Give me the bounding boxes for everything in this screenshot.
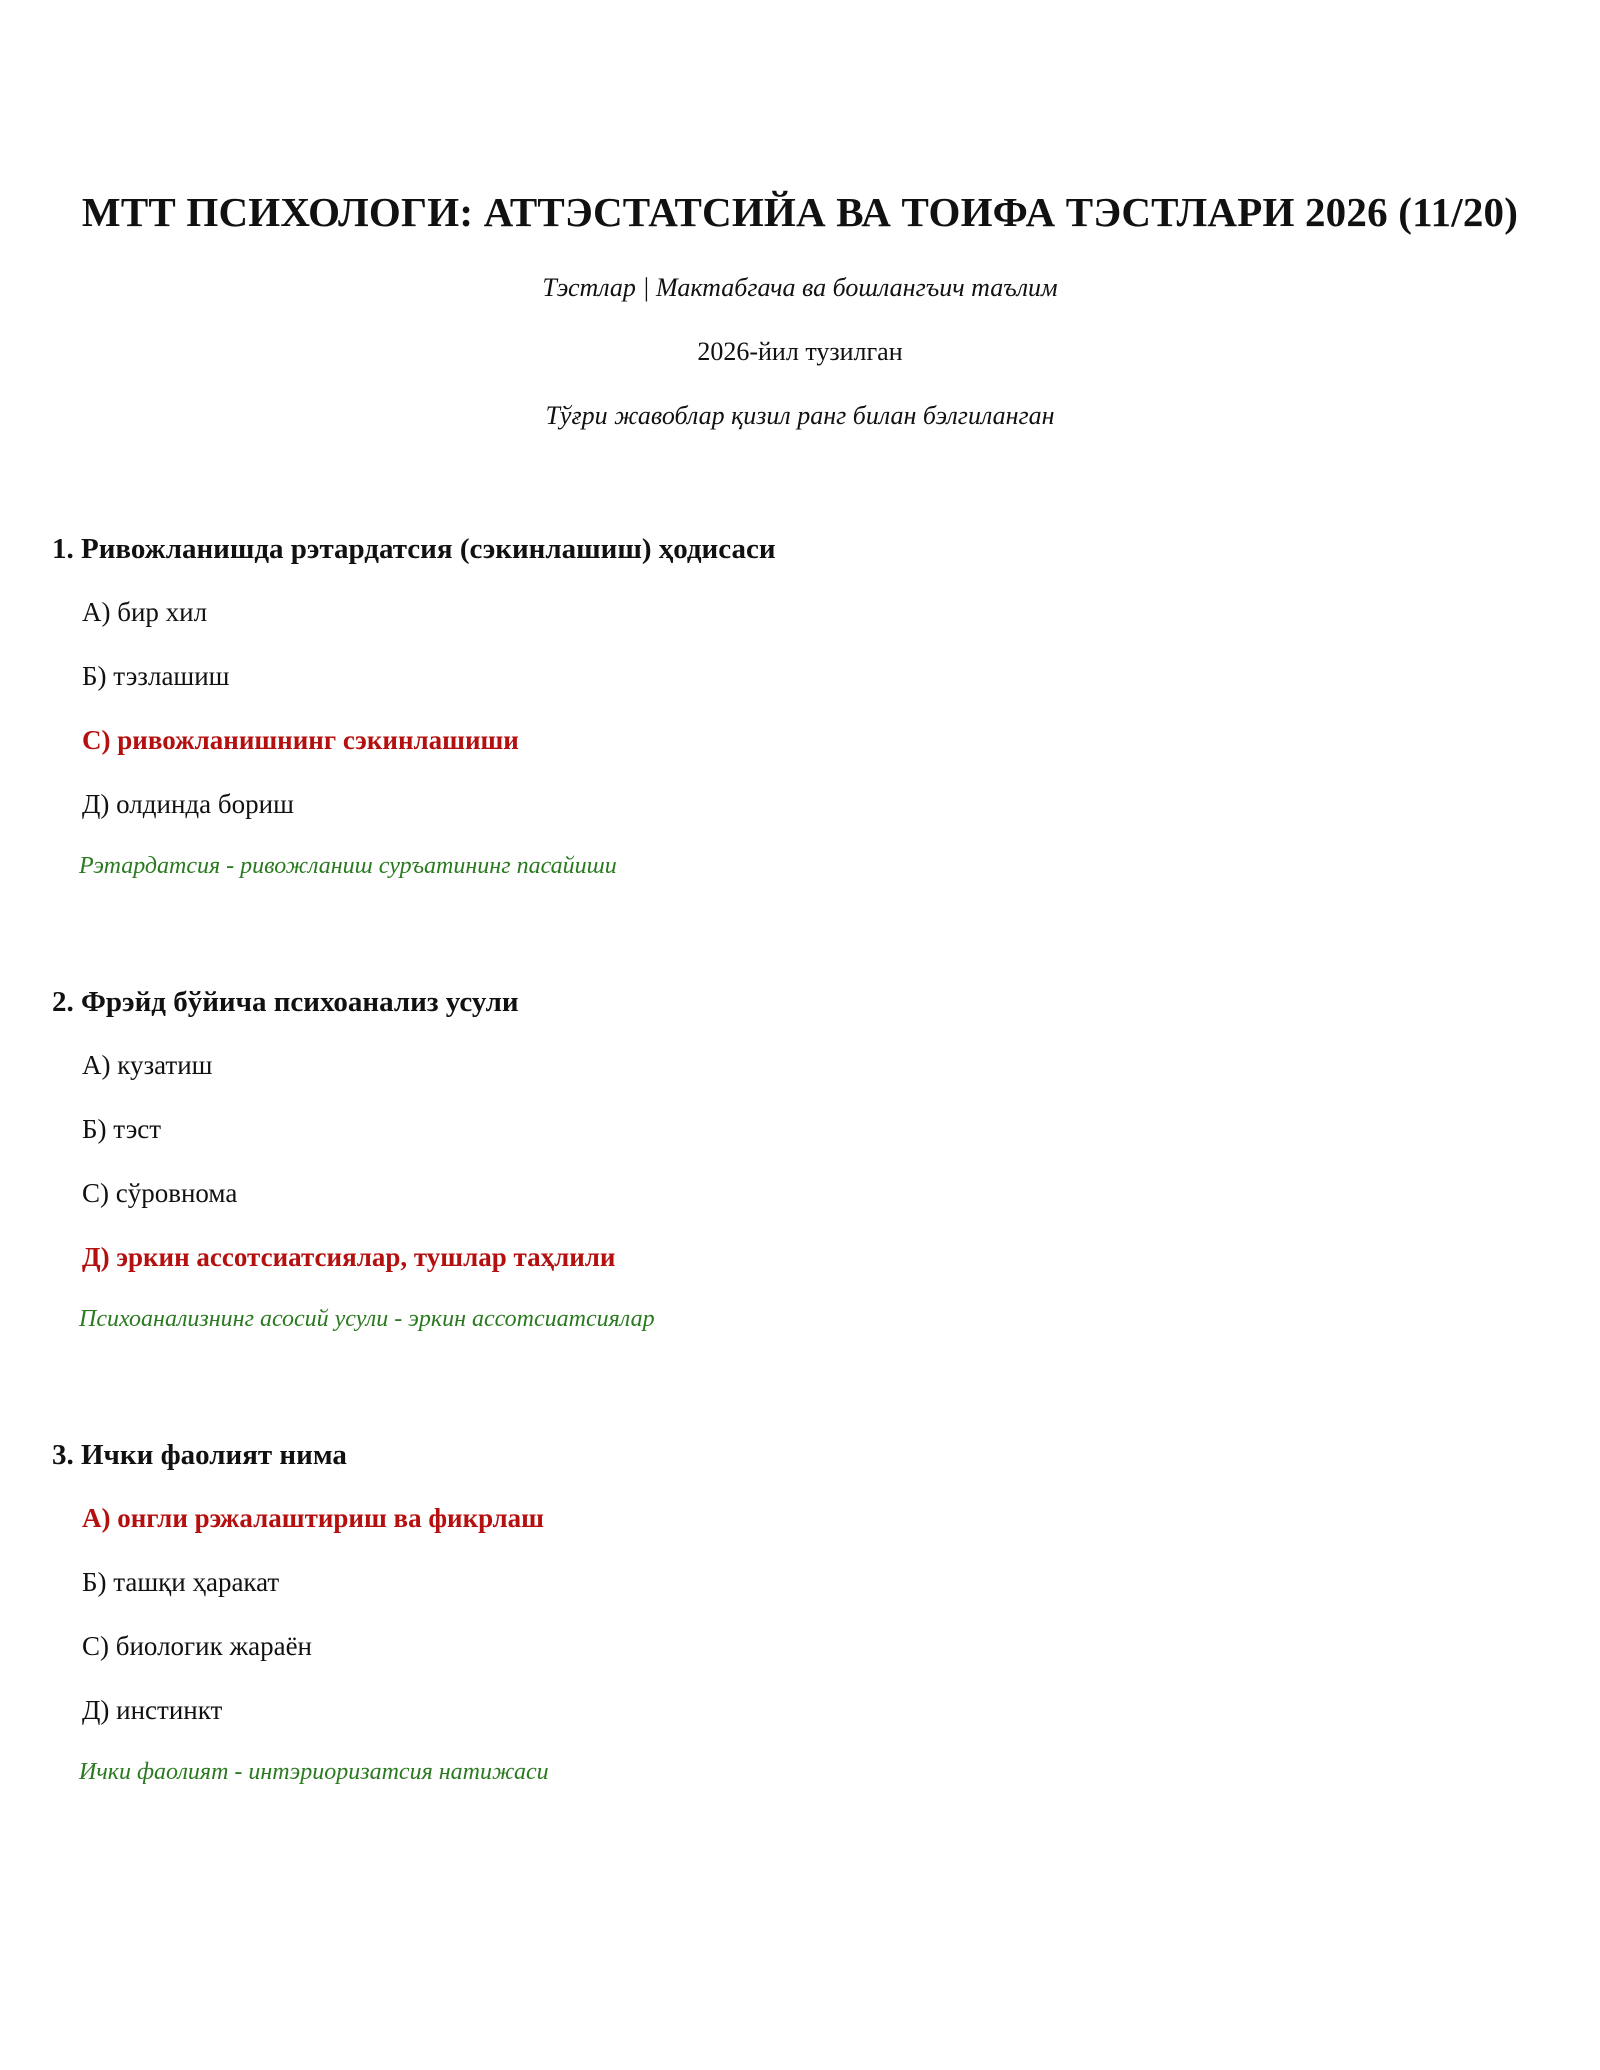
answer-option: С) сўровнома xyxy=(82,1178,238,1208)
answer-option: А) бир хил xyxy=(82,597,208,627)
answer-key-note: Тўғри жавоблар қизил ранг билан бэлгиланган xyxy=(545,401,1055,430)
answer-option: Б) тэст xyxy=(82,1114,162,1144)
document-title: МТТ ПСИХОЛОГИ: АТТЭСТАТСИЙА ВА ТОИФА ТЭСТЛАРИ 2026 (11/20) xyxy=(81,189,1519,235)
question-block xyxy=(52,528,1552,884)
question-title: 1. Ривожланишда рэтардатсия (сэкинлашиш) ҳодисаси xyxy=(52,533,776,565)
question-title: 3. Ички фаолият нима xyxy=(52,1439,347,1471)
answer-option: Б) ташқи ҳаракат xyxy=(82,1567,280,1597)
document-year-line: 2026-йил тузилган xyxy=(697,337,903,366)
answer-option: А) кузатиш xyxy=(82,1050,213,1080)
document-subtitle: Тэстлар | Мактабгача ва бошлангъич таълим xyxy=(542,273,1058,302)
answer-option: Д) инстинкт xyxy=(82,1695,223,1725)
correct-answer-option: С) ривожланишнинг сэкинлашиши xyxy=(82,725,519,755)
correct-answer-option: Д) эркин ассотсиатсиялар, тушлар таҳлили xyxy=(82,1242,616,1272)
question-block xyxy=(52,1434,1552,1790)
correct-answer-option: А) онгли рэжалаштириш ва фикрлаш xyxy=(82,1503,544,1533)
question-block xyxy=(52,981,1552,1337)
answer-option: Д) олдинда бориш xyxy=(82,789,294,819)
answer-explanation: Ички фаолият - интэриоризатсия натижаси xyxy=(79,1759,549,1785)
answer-explanation: Рэтардатсия - ривожланиш суръатининг пасайиши xyxy=(79,853,617,879)
answer-option: Б) тэзлашиш xyxy=(82,661,230,691)
answer-explanation: Психоанализнинг асосий усули - эркин ассотсиатсиялар xyxy=(79,1306,655,1332)
answer-option: С) биологик жараён xyxy=(82,1631,313,1661)
question-title: 2. Фрэйд бўйича психоанализ усули xyxy=(52,986,519,1018)
